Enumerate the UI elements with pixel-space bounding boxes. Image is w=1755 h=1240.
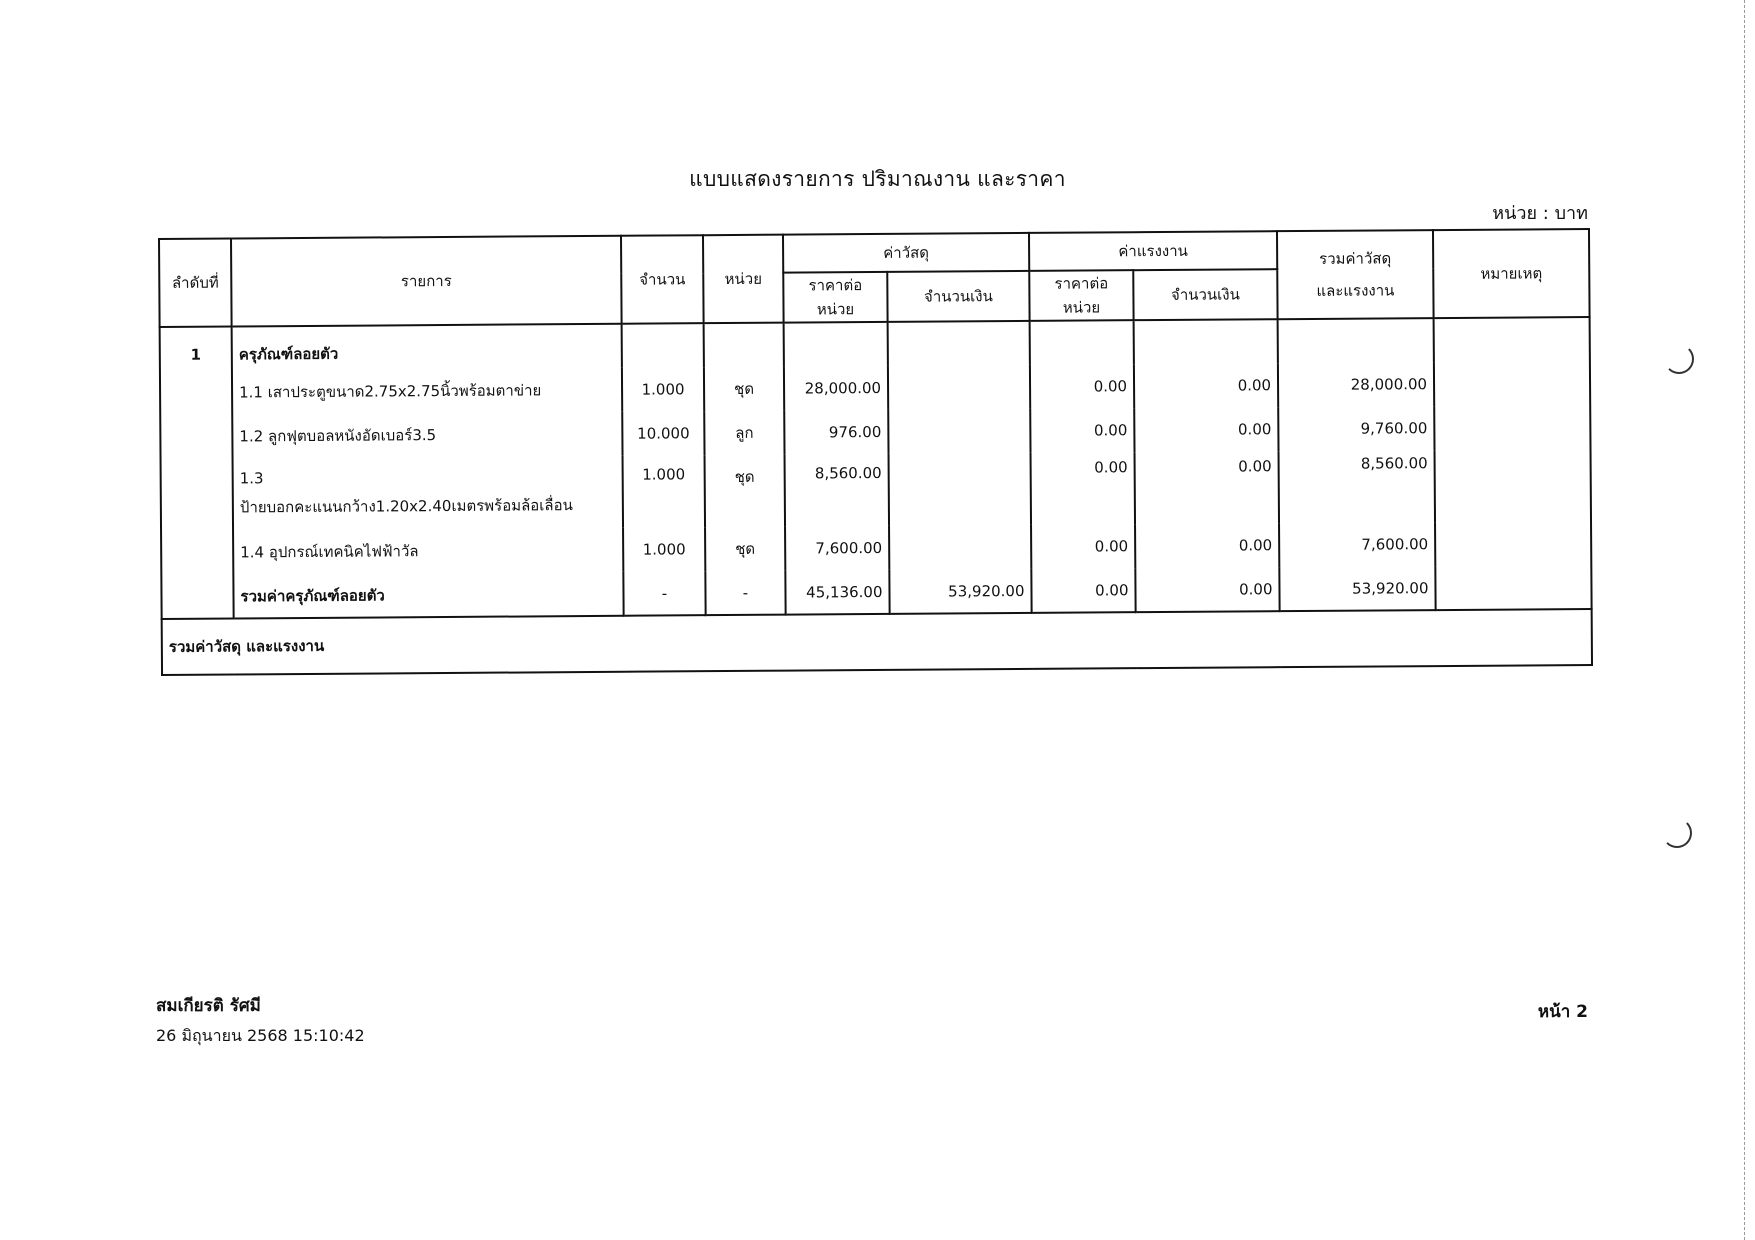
labor-amount: 0.00 (1134, 363, 1278, 408)
empty-cell (622, 323, 704, 368)
subtotal-material-unit-price: 45,136.00 (785, 570, 889, 615)
footer-author-name: สมเกียรติ รัศมี (156, 996, 261, 1016)
item-description-line2: ป้ายบอกคะแนนกว้าง1.20x2.40เมตรพร้อมล้อเลื่อน (239, 496, 573, 517)
header-labor-group: ค่าแรงงาน (1029, 231, 1277, 271)
item-unit: ลูก (704, 411, 784, 456)
bill-of-quantities-table (158, 228, 1593, 676)
material-amount (888, 365, 1030, 410)
header-material-amount: จำนวนเงิน (887, 271, 1029, 322)
subtotal-labor-amount: 0.00 (1135, 567, 1279, 612)
bill-of-quantities-table-wrapper (158, 228, 1591, 676)
subtotal-total: 53,920.00 (1279, 566, 1435, 611)
document-title: แบบแสดงรายการ ปริมาณงาน และราคา (689, 167, 1066, 191)
empty-cell (160, 414, 232, 459)
remark-cell (1434, 405, 1590, 450)
material-unit-price: 7,600.00 (785, 526, 889, 571)
empty-cell (161, 458, 234, 531)
header-seq: ลำดับที่ (159, 238, 232, 327)
punch-hole-mark (1664, 344, 1694, 374)
empty-cell (888, 321, 1030, 366)
item-unit: ชุด (704, 367, 784, 412)
header-labor-amount: จำนวนเงิน (1133, 269, 1277, 320)
header-labor-unit-price: ราคาต่อหน่วย (1029, 270, 1133, 321)
empty-cell (784, 322, 888, 367)
item-qty: 1.000 (622, 367, 704, 412)
item-description: 1.1 เสาประตูขนาด2.75x2.75นิ้วพร้อมตาข่าย (232, 368, 622, 415)
subtotal-unit: - (705, 571, 785, 616)
remark-cell (1434, 361, 1590, 406)
labor-unit-price: 0.00 (1030, 408, 1134, 453)
header-unit: หน่วย (703, 235, 784, 324)
header-remark: หมายเหตุ (1433, 229, 1590, 318)
empty-cell (1030, 320, 1134, 365)
labor-unit-price: 0.00 (1030, 364, 1134, 409)
header-material-group: ค่าวัสดุ (783, 233, 1029, 273)
subtotal-labor-unit-price: 0.00 (1031, 568, 1135, 613)
unit-note: หน่วย : บาท (1492, 203, 1588, 224)
material-amount (888, 409, 1030, 454)
labor-amount: 0.00 (1134, 407, 1278, 452)
line-total: 9,760.00 (1278, 406, 1434, 451)
footer-page-number: หน้า 2 (1537, 1002, 1588, 1022)
line-total: 8,560.00 (1279, 450, 1435, 523)
item-qty: 10.000 (622, 411, 704, 456)
punch-hole-mark (1662, 818, 1692, 848)
material-unit-price: 8,560.00 (785, 454, 890, 527)
item-description: 1.4 อุปกรณ์เทคนิคไฟฟ้าวัล (233, 528, 623, 575)
empty-cell (1134, 319, 1278, 364)
line-total: 28,000.00 (1278, 362, 1434, 407)
group-seq: 1 (160, 326, 232, 371)
empty-cell (160, 370, 232, 415)
empty-cell (1434, 317, 1590, 362)
grand-total-row (162, 609, 1592, 675)
empty-cell (1278, 318, 1434, 363)
remark-cell (1435, 565, 1591, 610)
grand-total-label: รวมค่าวัสดุ และแรงงาน (162, 609, 1592, 675)
material-unit-price: 976.00 (784, 410, 888, 455)
labor-amount: 0.00 (1135, 523, 1279, 568)
item-description-line1: 1.3 (239, 469, 264, 488)
empty-cell (161, 530, 233, 575)
material-amount (889, 525, 1031, 570)
item-description (233, 456, 623, 531)
subtotal-material-amount: 53,920.00 (889, 569, 1031, 614)
header-total-line1: รวมค่าวัสดุ (1319, 249, 1392, 268)
header-row-1 (159, 229, 1589, 277)
empty-cell (704, 323, 784, 368)
remark-cell (1435, 521, 1591, 566)
header-qty: จำนวน (621, 235, 704, 324)
material-amount (889, 453, 1031, 526)
line-total: 7,600.00 (1279, 522, 1435, 567)
header-total-line2: และแรงงาน (1316, 281, 1395, 300)
subtotal-label: รวมค่าครุภัณฑ์ลอยตัว (233, 572, 623, 619)
footer-datetime: 26 มิถุนายน 2568 15:10:42 (156, 1026, 365, 1045)
header-item: รายการ (231, 236, 622, 327)
empty-cell (161, 574, 233, 619)
labor-unit-price: 0.00 (1031, 452, 1136, 525)
item-qty: 1.000 (623, 455, 706, 528)
item-qty: 1.000 (623, 527, 705, 572)
labor-amount: 0.00 (1135, 451, 1280, 524)
header-material-unit-price: ราคาต่อหน่วย (783, 272, 887, 323)
labor-unit-price: 0.00 (1031, 524, 1135, 569)
item-unit: ชุด (705, 455, 786, 528)
material-unit-price: 28,000.00 (784, 366, 888, 411)
item-description: 1.2 ลูกฟุตบอลหนังอัดเบอร์3.5 (232, 412, 622, 459)
group-name: ครุภัณฑ์ลอยตัว (232, 324, 622, 371)
item-unit: ชุด (705, 527, 785, 572)
table-row (161, 449, 1591, 531)
subtotal-qty: - (623, 571, 705, 616)
header-total (1277, 230, 1434, 319)
remark-cell (1435, 449, 1591, 522)
